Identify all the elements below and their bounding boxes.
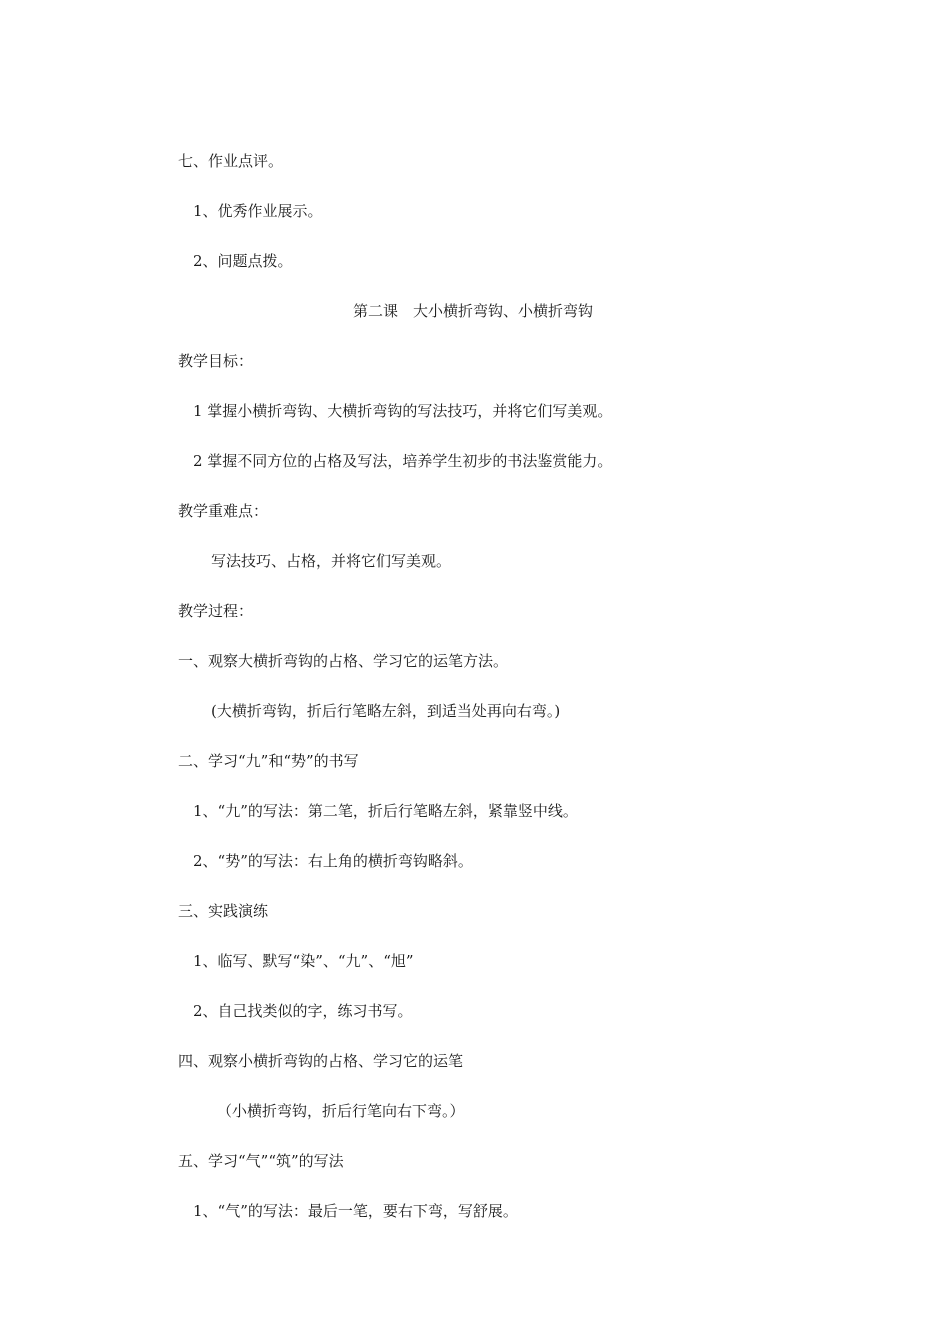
list-item: 1、“气”的写法：最后一笔，要右下弯，写舒展。 [193, 1202, 518, 1220]
list-item: 2、问题点拨。 [193, 252, 293, 270]
list-item: 1、临写、默写“染”、“九”、“旭” [193, 952, 414, 970]
list-item: 2、“势”的写法：右上角的横折弯钩略斜。 [193, 852, 473, 870]
list-item: 1、“九”的写法：第二笔，折后行笔略左斜，紧靠竖中线。 [193, 802, 578, 820]
list-item: 1、优秀作业展示。 [193, 202, 323, 220]
list-item: 2 掌握不同方位的占格及写法，培养学生初步的书法鉴赏能力。 [193, 452, 613, 470]
heading-key-points: 教学重难点： [178, 502, 269, 520]
section-heading: 四、观察小横折弯钩的占格、学习它的运笔 [178, 1052, 464, 1070]
section-heading: 一、观察大横折弯钩的占格、学习它的运笔方法。 [178, 652, 509, 670]
list-item: 2、自己找类似的字，练习书写。 [193, 1002, 413, 1020]
paragraph: （小横折弯钩，折后行笔向右下弯。） [217, 1102, 465, 1120]
heading-teaching-goals: 教学目标： [178, 352, 254, 370]
section-heading: 三、实践演练 [178, 902, 269, 920]
paragraph: (大横折弯钩，折后行笔略左斜，到适当处再向右弯。) [211, 702, 561, 720]
paragraph: 写法技巧、占格，并将它们写美观。 [211, 552, 452, 570]
section-heading: 二、学习“九”和“势”的书写 [178, 752, 359, 770]
list-item: 1 掌握小横折弯钩、大横折弯钩的写法技巧，并将它们写美观。 [193, 402, 613, 420]
section-heading-homework-review: 七、作业点评。 [178, 152, 284, 170]
section-heading: 五、学习“气”“筑”的写法 [178, 1152, 344, 1170]
lesson-title: 第二课 大小横折弯钩、小横折弯钩 [352, 302, 593, 320]
heading-teaching-process: 教学过程： [178, 602, 254, 620]
